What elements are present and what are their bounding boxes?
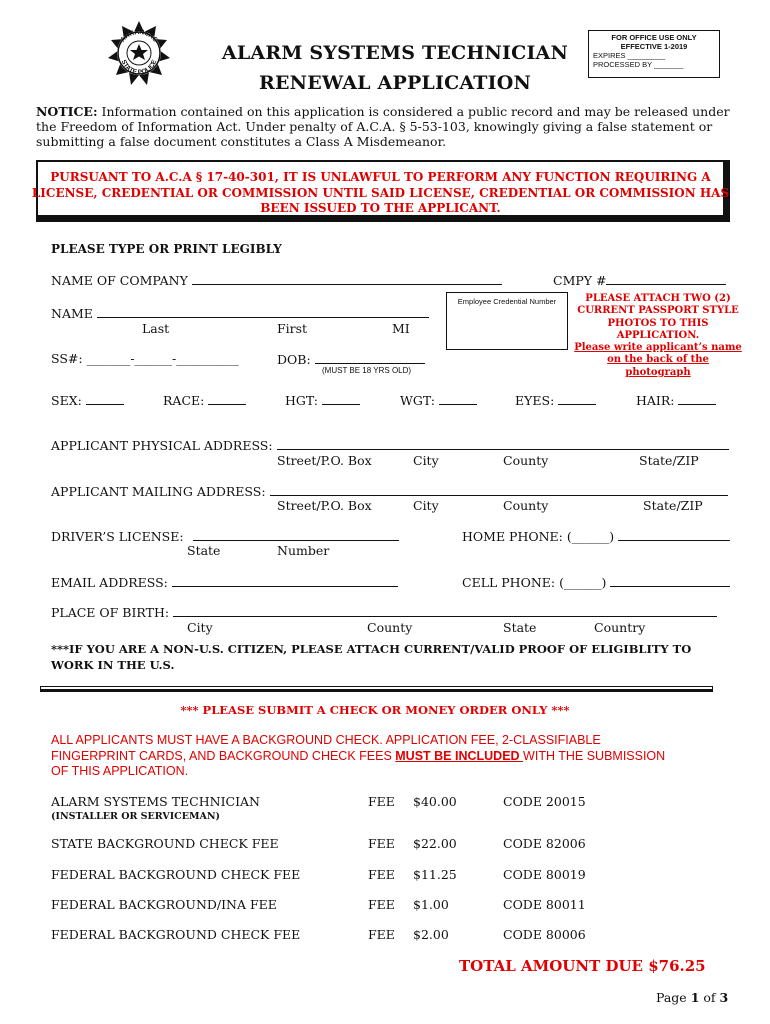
- applicant-name-field[interactable]: [51, 305, 429, 321]
- cmpy-line[interactable]: [606, 272, 726, 285]
- title-line2: RENEWAL APPLICATION: [258, 72, 532, 94]
- ss-label: SS#:: [51, 351, 83, 366]
- photo-line3: PHOTOS TO THIS: [607, 317, 709, 329]
- sex-field[interactable]: [51, 392, 124, 408]
- pob-county-caption: County: [367, 620, 413, 635]
- fee-name: FEDERAL BACKGROUND CHECK FEE: [51, 867, 301, 882]
- hair-line[interactable]: [678, 392, 716, 405]
- fee-label: FEE: [368, 897, 395, 912]
- dl-state-caption: State: [187, 543, 221, 558]
- dl-number-caption: Number: [277, 543, 330, 558]
- place-of-birth-field[interactable]: [51, 604, 717, 620]
- company-name-label: NAME OF COMPANY: [51, 273, 188, 288]
- fee-amount: $1.00: [413, 897, 449, 912]
- mailing-address-field[interactable]: [51, 483, 728, 499]
- mailing-state-caption: State/ZIP: [643, 498, 703, 513]
- photo-line1: PLEASE ATTACH TWO (2): [585, 293, 731, 304]
- fee-amount: $11.25: [413, 867, 457, 882]
- race-line[interactable]: [208, 392, 246, 405]
- warning-line1: PURSUANT TO A.C.A § 17-40-301, IT IS UNLAWFUL TO PERFORM ANY FUNCTION REQUIRING A: [50, 170, 711, 184]
- ss-blanks[interactable]: _______-______-__________: [86, 351, 239, 366]
- wgt-label: WGT:: [400, 393, 435, 408]
- type-print-instruction: PLEASE TYPE OR PRINT LEGIBLY: [51, 242, 282, 256]
- name-line[interactable]: [97, 305, 429, 318]
- fee-subtitle: (INSTALLER OR SERVICEMAN): [51, 811, 221, 822]
- cmpy-label: CMPY #: [553, 273, 607, 288]
- bg-line2-c: WITH THE SUBMISSION: [523, 748, 666, 763]
- page-current: 1: [690, 990, 700, 1005]
- ssn-field[interactable]: [51, 351, 239, 366]
- fee-code: CODE 80006: [503, 927, 586, 942]
- fee-code: CODE 82006: [503, 836, 586, 851]
- physical-address-field[interactable]: [51, 437, 729, 453]
- fee-amount: $22.00: [413, 836, 457, 851]
- fee-name: FEDERAL BACKGROUND CHECK FEE: [51, 927, 301, 942]
- home-phone-label: HOME PHONE: (______): [462, 529, 615, 544]
- notice-label: NOTICE:: [36, 104, 98, 119]
- bg-line3: OF THIS APPLICATION.: [51, 764, 189, 778]
- photo-line4: APPLICATION.: [616, 329, 700, 341]
- eyes-label: EYES:: [515, 393, 555, 408]
- office-use-box: [588, 30, 720, 78]
- photo-instructions: [574, 293, 742, 379]
- pob-line[interactable]: [173, 604, 717, 617]
- name-label: NAME: [51, 306, 93, 321]
- fee-code: CODE 80011: [503, 897, 586, 912]
- mailing-county-caption: County: [503, 498, 549, 513]
- photo-line2: CURRENT PASSPORT STYLE: [577, 305, 739, 317]
- credential-box-label: Employee Credential Number: [457, 297, 557, 306]
- physical-state-caption: State/ZIP: [639, 453, 699, 468]
- non-us-line1: ***IF YOU ARE A NON-U.S. CITIZEN, PLEASE ATTACH CURRENT/VALID PROOF OF ELIGIBLITY TO: [51, 642, 692, 656]
- weight-field[interactable]: [400, 392, 477, 408]
- drivers-license-line[interactable]: [193, 528, 399, 541]
- check-money-order-notice: *** PLEASE SUBMIT A CHECK OR MONEY ORDER ONLY ***: [180, 703, 570, 717]
- must-be-included-text: MUST BE INCLUDED: [395, 748, 524, 763]
- pob-country-caption: Country: [594, 620, 646, 635]
- fee-name: STATE BACKGROUND CHECK FEE: [51, 836, 279, 851]
- race-label: RACE:: [163, 393, 205, 408]
- hgt-label: HGT:: [285, 393, 318, 408]
- state-police-seal: [106, 20, 172, 86]
- sex-label: SEX:: [51, 393, 82, 408]
- physical-address-label: APPLICANT PHYSICAL ADDRESS:: [51, 438, 273, 453]
- fee-amount: $40.00: [413, 794, 457, 809]
- svg-text:STATE POLICE: STATE POLICE: [119, 58, 159, 77]
- fee-label: FEE: [368, 794, 395, 809]
- fee-label: FEE: [368, 836, 395, 851]
- cell-phone-field[interactable]: [462, 574, 730, 590]
- fee-code: CODE 80019: [503, 867, 586, 882]
- processed-by-field: PROCESSED BY _______: [593, 60, 684, 69]
- notice-paragraph: [36, 104, 736, 149]
- bg-line2-a: FINGERPRINT CARDS, AND BACKGROUND CHECK FEES: [51, 748, 396, 763]
- mailing-street-caption: Street/P.O. Box: [277, 498, 372, 513]
- race-field[interactable]: [163, 392, 246, 408]
- cmpy-number-field[interactable]: [553, 272, 726, 288]
- wgt-line[interactable]: [439, 392, 477, 405]
- notice-text: Information contained on this application is considered a public record and may be released under the Freedom of Information Act. Under penalty of A.C.A. § 5-53-103, knowingly giving a false statement or submitting a false document constitutes a Class A Misdemeanor.: [36, 104, 730, 149]
- home-phone-line[interactable]: [618, 528, 730, 541]
- title-line1: ALARM SYSTEMS TECHNICIAN: [221, 42, 569, 64]
- effective-date: EFFECTIVE 1-2019: [620, 42, 688, 51]
- expires-field: EXPIRES _________: [593, 51, 666, 60]
- page-number: [656, 990, 728, 1005]
- warning-box: [31, 160, 730, 222]
- photo-line6: on the back of the photograph: [607, 354, 709, 378]
- warning-line2: LICENSE, CREDENTIAL OR COMMISSION UNTIL SAID LICENSE, CREDENTIAL OR COMMISSION HAS: [31, 185, 730, 200]
- email-field[interactable]: [51, 574, 398, 590]
- fee-code: CODE 20015: [503, 794, 586, 809]
- dob-field[interactable]: [277, 351, 425, 367]
- cell-phone-label: CELL PHONE: (______): [462, 575, 607, 590]
- physical-county-caption: County: [503, 453, 549, 468]
- hair-label: HAIR:: [636, 393, 675, 408]
- hgt-line[interactable]: [322, 392, 360, 405]
- fee-row: [51, 794, 260, 809]
- office-use-label: FOR OFFICE USE ONLY: [611, 33, 697, 42]
- company-name-line[interactable]: [192, 272, 502, 285]
- name-first-caption: First: [277, 321, 308, 336]
- fee-name: ALARM SYSTEMS TECHNICIAN: [51, 794, 260, 809]
- name-mi-caption: MI: [392, 321, 410, 336]
- non-us-line2: WORK IN THE U.S.: [51, 657, 175, 672]
- physical-city-caption: City: [413, 453, 439, 468]
- pob-label: PLACE OF BIRTH:: [51, 605, 170, 620]
- dob-label: DOB:: [277, 352, 311, 367]
- cell-phone-line[interactable]: [610, 574, 730, 587]
- bg-line2: [51, 749, 741, 765]
- email-line[interactable]: [172, 574, 398, 587]
- hair-field[interactable]: [636, 392, 716, 408]
- total-amount-due: TOTAL AMOUNT DUE $76.25: [459, 957, 706, 975]
- eyes-field[interactable]: [515, 392, 596, 408]
- page-prefix: Page: [656, 990, 691, 1005]
- bg-line1: ALL APPLICANTS MUST HAVE A BACKGROUND CHECK. APPLICATION FEE, 2-CLASSIFIABLE: [51, 733, 601, 747]
- sex-line[interactable]: [86, 392, 124, 405]
- fee-amount: $2.00: [413, 927, 449, 942]
- warning-line3: BEEN ISSUED TO THE APPLICANT.: [260, 201, 501, 215]
- dob-note: (MUST BE 18 YRS OLD): [322, 366, 412, 375]
- pob-city-caption: City: [187, 620, 213, 635]
- section-divider: [40, 686, 713, 692]
- page-total: 3: [719, 990, 729, 1005]
- pob-state-caption: State: [503, 620, 537, 635]
- photo-line5: Please write applicant’s name: [574, 342, 742, 354]
- dob-line[interactable]: [315, 351, 425, 364]
- mailing-address-line[interactable]: [270, 483, 728, 496]
- mailing-city-caption: City: [413, 498, 439, 513]
- employee-credential-box[interactable]: [446, 292, 568, 350]
- email-label: EMAIL ADDRESS:: [51, 575, 168, 590]
- fee-label: FEE: [368, 927, 395, 942]
- fee-name: FEDERAL BACKGROUND/INA FEE: [51, 897, 277, 912]
- background-check-paragraph: [51, 733, 741, 780]
- physical-address-line[interactable]: [277, 437, 729, 450]
- drivers-license-label: DRIVER’S LICENSE:: [51, 529, 184, 544]
- company-name-field[interactable]: [51, 272, 502, 288]
- form-title: [210, 42, 580, 94]
- height-field[interactable]: [285, 392, 360, 408]
- drivers-license-field[interactable]: [51, 528, 399, 544]
- fee-label: FEE: [368, 867, 395, 882]
- home-phone-field[interactable]: [462, 528, 730, 544]
- eyes-line[interactable]: [558, 392, 596, 405]
- non-us-citizen-notice: [51, 642, 731, 673]
- physical-street-caption: Street/P.O. Box: [277, 453, 372, 468]
- svg-text:ARKANSAS: ARKANSAS: [119, 28, 159, 44]
- name-last-caption: Last: [142, 321, 170, 336]
- page-of: of: [699, 990, 720, 1005]
- mailing-address-label: APPLICANT MAILING ADDRESS:: [51, 484, 266, 499]
